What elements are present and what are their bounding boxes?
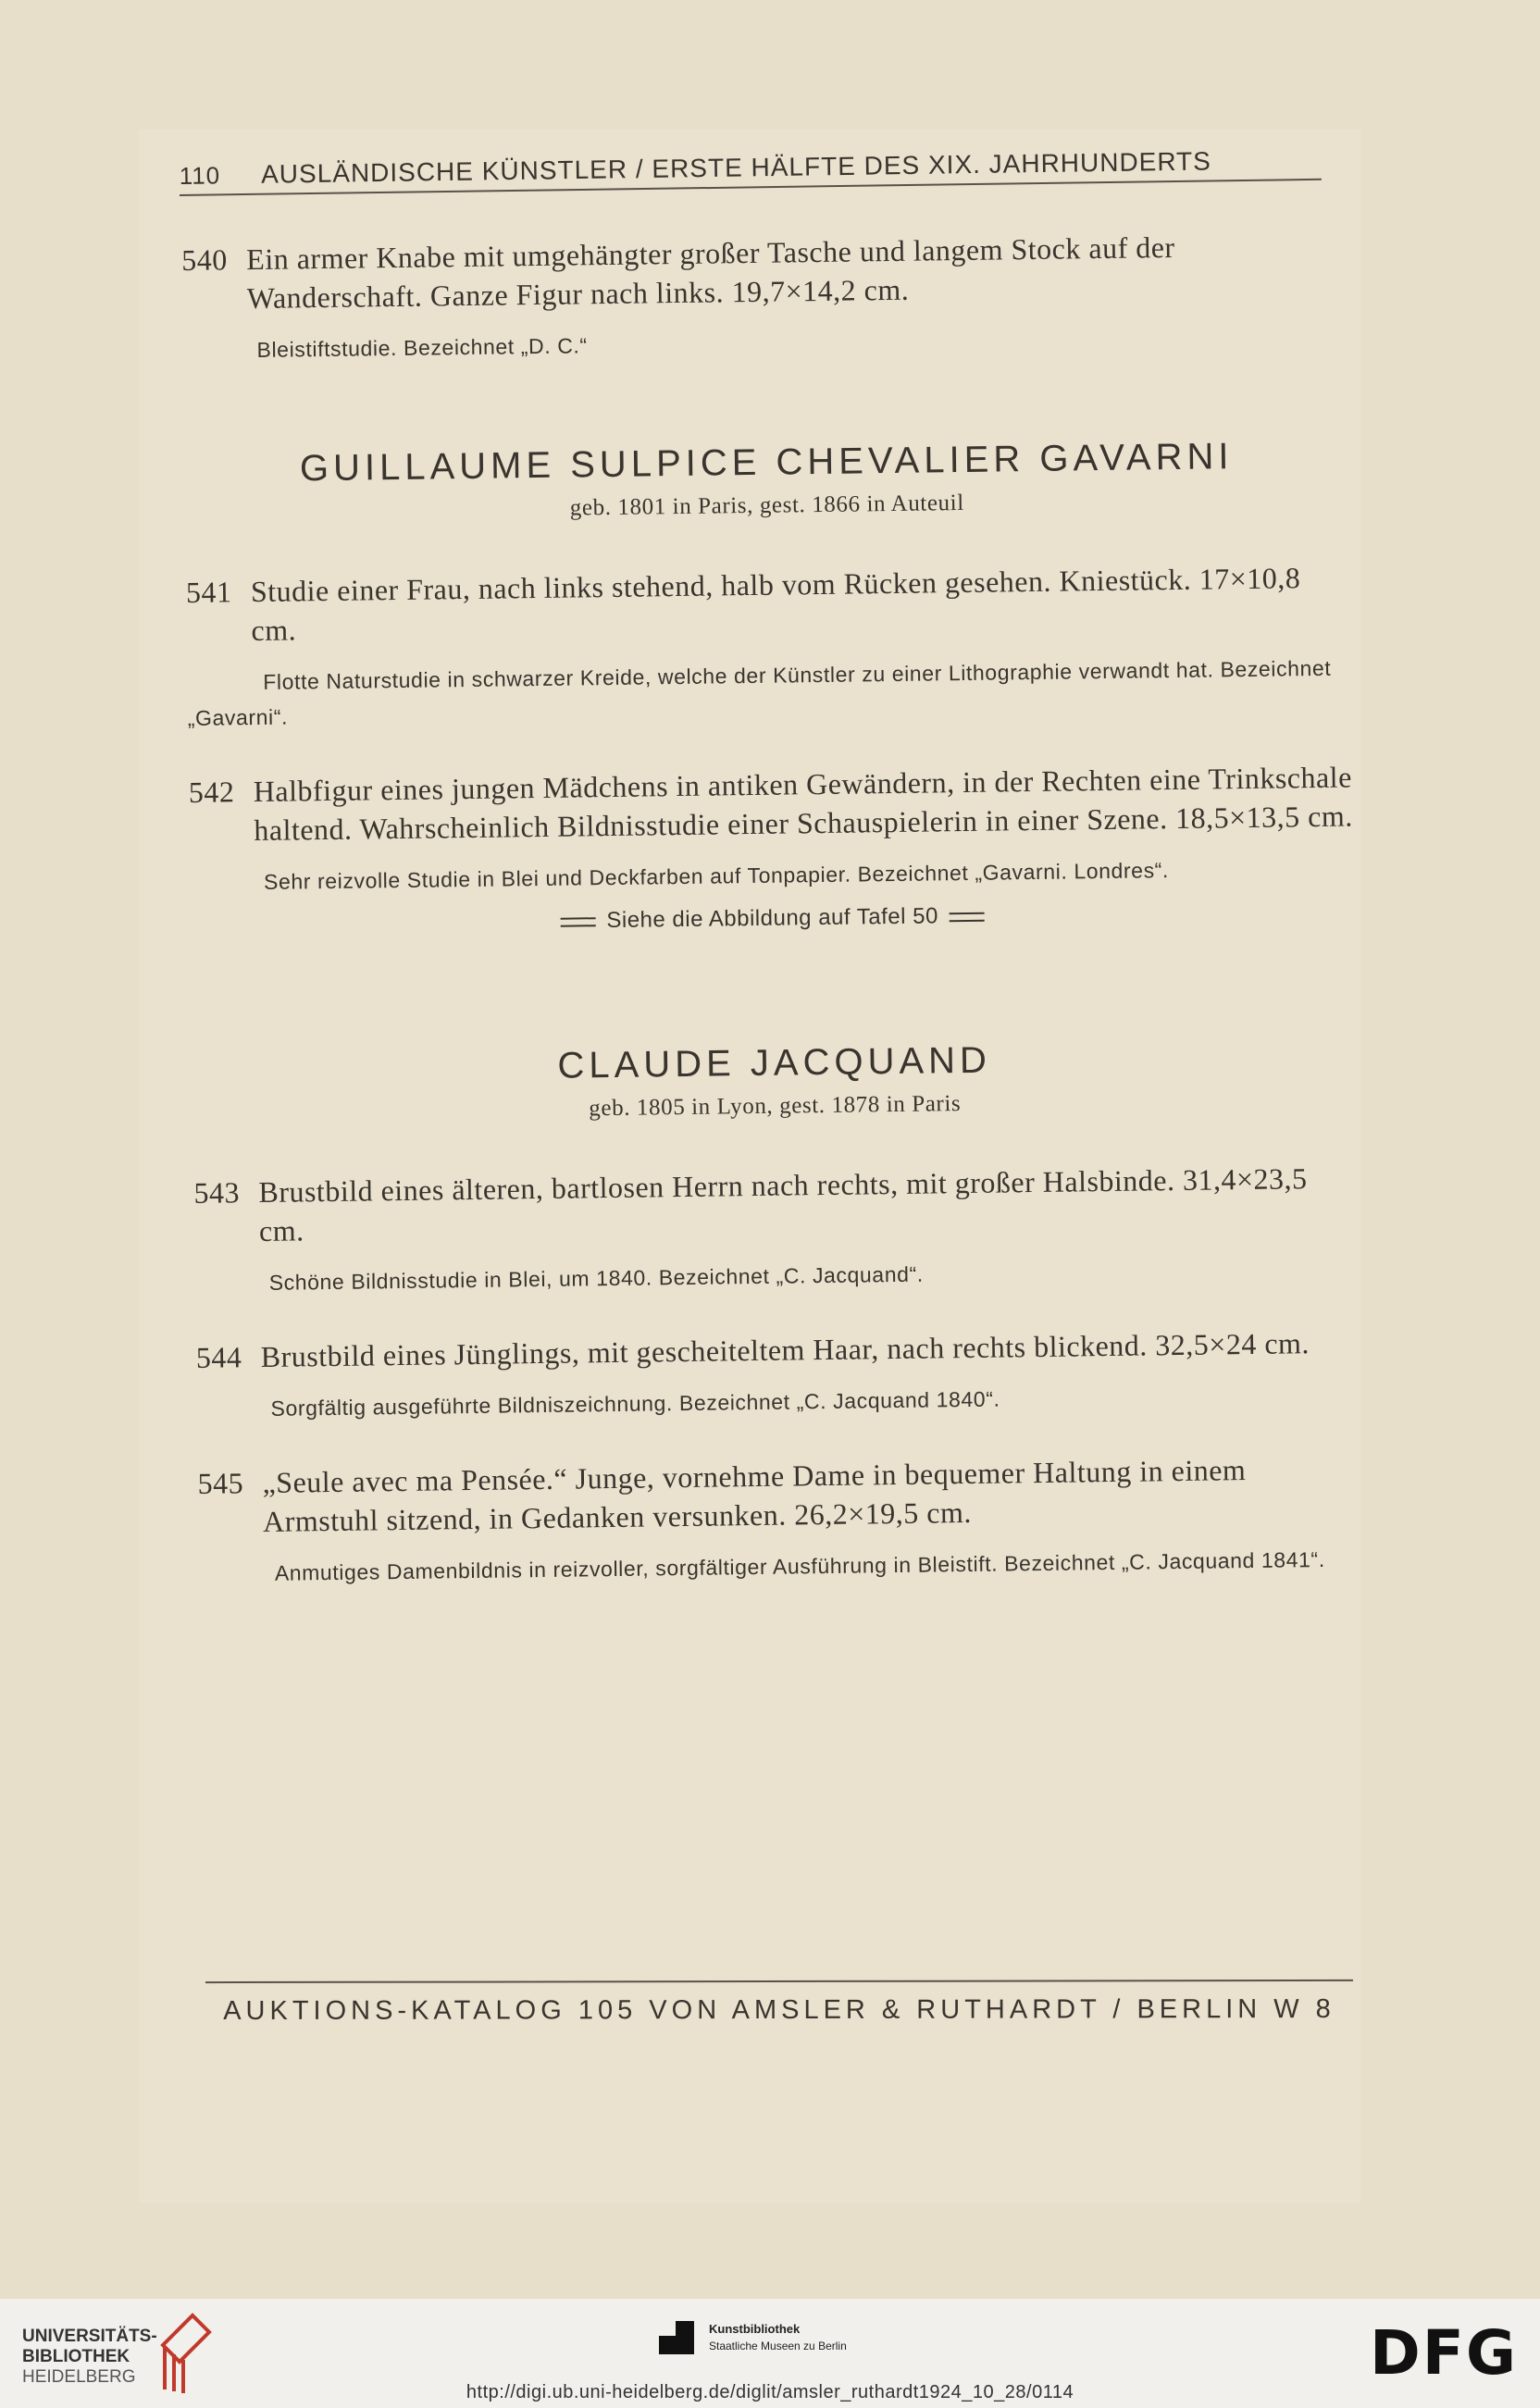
kunstbibliothek-logo[interactable]: Kunstbibliothek Staatliche Museen zu Berlin <box>655 2317 847 2358</box>
catalog-entry-543 <box>193 1158 1360 1300</box>
entry-note: Flotte Naturstudie in schwarzer Kreide, welche der Künstler zu einer Lithographie verwandt hat. Bezeichnet „Gavarni“. <box>187 655 1332 730</box>
entry-number: 540 <box>181 242 229 277</box>
header-title: AUSLÄNDISCHE KÜNSTLER / ERSTE HÄLFTE DES XIX. JAHRHUNDERTS <box>260 146 1212 189</box>
entry-text: Studie einer Frau, nach links stehend, halb vom Rücken gesehen. Kniestück. 17×10,8 cm. <box>250 561 1301 648</box>
catalog-entry-541 <box>186 558 1352 736</box>
catalog-entry-545 <box>197 1448 1363 1591</box>
viewer-bottom-bar <box>0 2299 1540 2408</box>
catalog-entry-544 <box>196 1322 1361 1426</box>
entry-note: Sorgfältig ausgeführte Bildniszeichnung. Bezeichnet „C. Jacquand 1840“. <box>270 1386 1000 1421</box>
entry-text: Ein armer Knabe mit umgehängter großer Tasche und langem Stock auf der Wanderschaft. Ganze Figur nach links. 19,7×14,2 cm. <box>246 230 1175 316</box>
entry-text: „Seule avec ma Pensée.“ Junge, vornehme Dame in bequemer Haltung in einem Armstuhl sitzend, in Gedanken versunken. 26,2×19,5 cm. <box>262 1453 1247 1538</box>
entry-note: Schöne Bildnisstudie in Blei, um 1840. Bezeichnet „C. Jacquand“. <box>268 1261 924 1295</box>
see-plate-text: Siehe die Abbildung auf Tafel 50 <box>606 903 939 934</box>
catalog-entry-542 <box>189 757 1355 900</box>
permalink-url[interactable]: http://digi.ub.uni-heidelberg.de/diglit/amsler_ruthardt1924_10_28/0114 <box>466 2382 1074 2402</box>
see-plate-reference <box>191 898 1355 938</box>
artist-heading-gavarni <box>184 435 1349 527</box>
double-rule-right <box>950 912 985 921</box>
uni-heidelberg-label[interactable]: UNIVERSITÄTS- BIBLIOTHEK HEIDELBERG <box>22 2327 157 2387</box>
artist-life-dates: geb. 1805 in Lyon, gest. 1878 in Paris <box>589 1091 962 1122</box>
kunstbibliothek-icon <box>655 2317 698 2358</box>
catalog-footer: AUKTIONS-KATALOG 105 VON AMSLER & RUTHARDT / BERLIN W 8 <box>205 1980 1353 2027</box>
entry-note: Sehr reizvolle Studie in Blei und Deckfarben auf Tonpapier. Bezeichnet „Gavarni. Londres“. <box>263 858 1170 894</box>
catalog-entry-540 <box>181 226 1348 368</box>
entry-note: Anmutiges Damenbildnis in reizvoller, sorgfältiger Ausführung in Bleistift. Bezeichnet „C. Jacquand 1841“. <box>274 1546 1325 1585</box>
artist-name: CLAUDE JACQUAND <box>557 1039 992 1086</box>
catalog-content <box>181 226 1364 1629</box>
entry-number: 542 <box>188 775 235 809</box>
entry-number: 541 <box>185 575 232 609</box>
entry-text: Brustbild eines Jünglings, mit gescheiteltem Haar, nach rechts blickend. 32,5×24 cm. <box>260 1326 1310 1373</box>
entry-number: 543 <box>193 1175 241 1210</box>
entry-number: 544 <box>195 1340 242 1374</box>
entry-text: Brustbild eines älteren, bartlosen Herrn nach rechts, mit großer Halsbinde. 31,4×23,5 cm. <box>258 1161 1308 1247</box>
entry-number: 545 <box>197 1466 244 1500</box>
dfg-logo[interactable]: DFG <box>1369 2317 1518 2389</box>
entry-text: Halbfigur eines jungen Mädchens in antiken Gewändern, in der Rechten eine Trinkschale haltend. Wahrscheinlich Bildnisstudie einer Schauspielerin in einer Szene. 18,5×13,5 cm. <box>253 760 1353 848</box>
page-number: 110 <box>179 161 221 191</box>
artist-life-dates: geb. 1801 in Paris, gest. 1866 in Auteuil <box>569 490 964 521</box>
artist-name: GUILLAUME SULPICE CHEVALIER GAVARNI <box>299 436 1234 490</box>
entry-note: Bleistiftstudie. Bezeichnet „D. C.“ <box>256 333 588 362</box>
artist-heading-jacquand <box>192 1035 1357 1126</box>
double-rule-left <box>560 917 595 926</box>
